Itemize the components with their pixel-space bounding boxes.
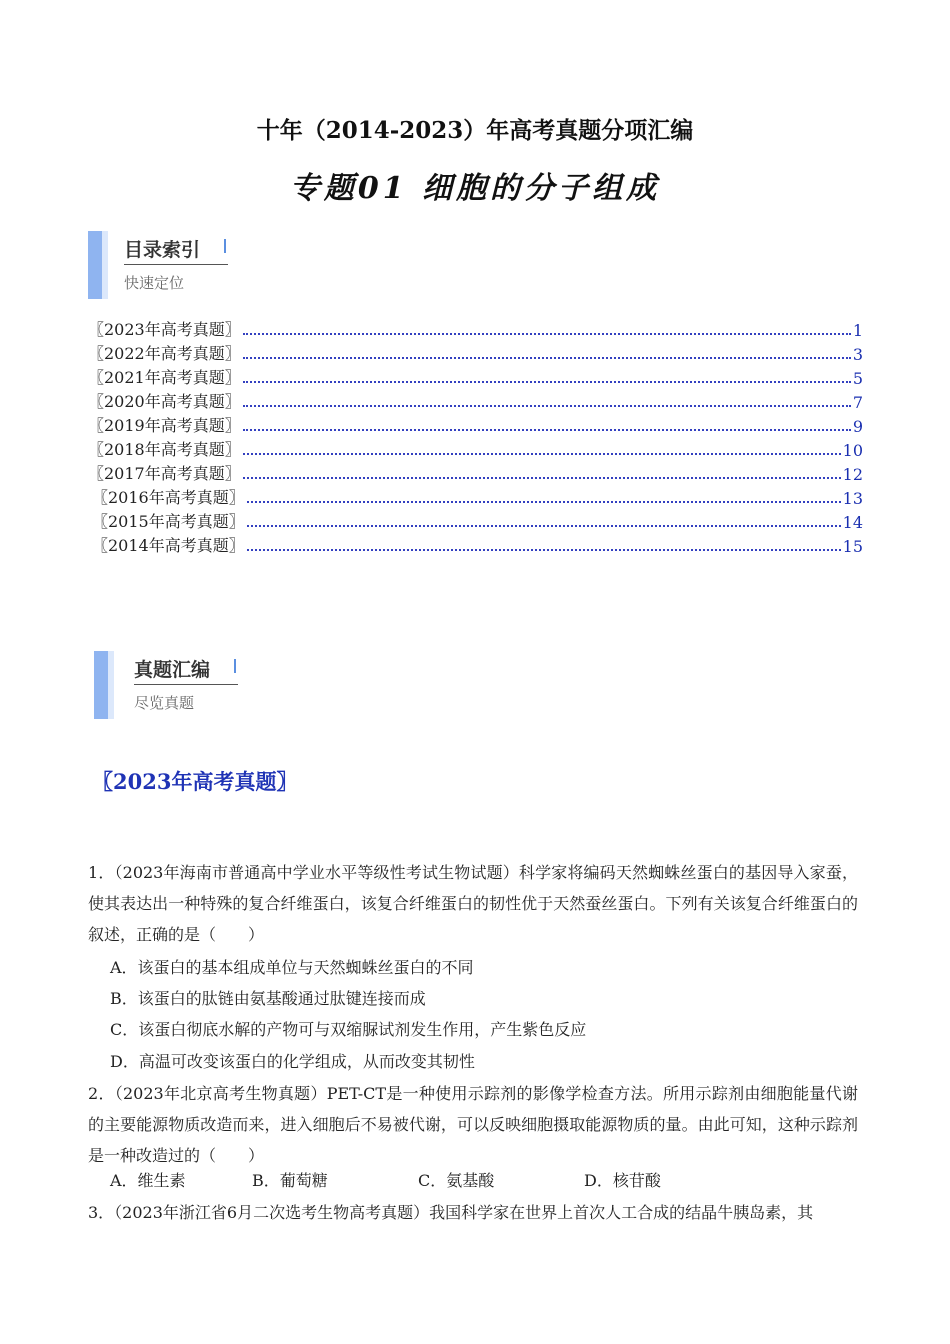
question-1-option-a: A．该蛋白的基本组成单位与天然蜘蛛丝蛋白的不同 (110, 958, 474, 977)
toc-leader-dots (243, 381, 851, 383)
toc-leader-dots (243, 405, 851, 407)
toc-entry[interactable] (88, 412, 863, 436)
toc-entry-label: 〖2014年高考真题〗 (92, 536, 245, 555)
toc-entry-page: 14 (842, 513, 863, 532)
toc-section-title: 目录索引 (124, 239, 201, 261)
toc-entry-page: 1 (852, 321, 863, 340)
toc-entry-label: 〖2023年高考真题〗 (88, 320, 241, 339)
document-subtitle: 专题01 细胞的分子组成 (289, 171, 661, 206)
section-tick (224, 239, 226, 253)
section-bar (88, 231, 102, 299)
toc-leader-dots (243, 477, 841, 479)
question-1-option-b: B．该蛋白的肽链由氨基酸通过肽键连接而成 (110, 989, 426, 1008)
toc-entry-label: 〖2021年高考真题〗 (88, 368, 241, 387)
toc-entry-label: 〖2015年高考真题〗 (92, 512, 245, 531)
toc-entry-label: 〖2018年高考真题〗 (88, 440, 241, 459)
question-1-option-c: C．该蛋白彻底水解的产物可与双缩脲试剂发生作用，产生紫色反应 (110, 1020, 587, 1039)
exam-section-subtitle: 尽览真题 (134, 694, 195, 712)
toc-leader-dots (243, 429, 851, 431)
question-2-option-a: A．维生素 (110, 1171, 186, 1190)
toc-entry-page: 3 (852, 345, 863, 364)
document-title: 十年（2014-2023）年高考真题分项汇编 (256, 117, 694, 144)
section-bar-light (102, 231, 108, 299)
exam-section-header (94, 651, 294, 721)
question-2-options (110, 1165, 810, 1196)
year-heading: 〖2023年高考真题〗 (92, 769, 298, 794)
toc-leader-dots (247, 525, 841, 527)
toc-entry-label: 〖2017年高考真题〗 (88, 464, 241, 483)
toc-entry-page: 9 (852, 417, 863, 436)
toc-leader-dots (247, 501, 841, 503)
toc-leader-dots (243, 453, 841, 455)
toc-entry[interactable] (92, 532, 863, 556)
question-1-stem: 1．（2023年海南市普通高中学业水平等级性考试生物试题）科学家将编码天然蜘蛛丝蛋白的基因导入家蚕，使其表达出一种特殊的复合纤维蛋白，该复合纤维蛋白的韧性优于天然蚕丝蛋白。下列有关该复合纤维蛋白的叙述，正确的是（ ） (88, 863, 858, 944)
toc-entry[interactable] (88, 340, 863, 364)
question-1-option-d: D．高温可改变该蛋白的化学组成，从而改变其韧性 (110, 1052, 475, 1071)
toc-entry-page: 15 (842, 537, 863, 556)
toc-section-header (88, 231, 288, 301)
section-tick (234, 659, 236, 673)
question-3-stem: 3．（2023年浙江省6月二次选考生物高考真题）我国科学家在世界上首次人工合成的结晶牛胰岛素，其 (88, 1203, 814, 1222)
section-divider (124, 264, 228, 265)
toc-entry-label: 〖2020年高考真题〗 (88, 392, 241, 411)
toc-entry[interactable] (92, 484, 863, 508)
toc-entry[interactable] (88, 364, 863, 388)
section-bar (94, 651, 108, 719)
toc-entry[interactable] (92, 508, 863, 532)
toc-leader-dots (243, 357, 851, 359)
question-2-stem: 2．（2023年北京高考生物真题）PET-CT是一种使用示踪剂的影像学检查方法。所用示踪剂由细胞能量代谢的主要能源物质改造而来，进入细胞后不易被代谢，可以反映细胞摄取能源物质的量。由此可知，这种示踪剂是一种改造过的（ ） (88, 1084, 858, 1165)
toc-entry[interactable] (88, 316, 863, 340)
toc-entry-label: 〖2022年高考真题〗 (88, 344, 241, 363)
toc-entry-page: 10 (842, 441, 863, 460)
toc-entry[interactable] (88, 436, 863, 460)
toc-entry[interactable] (88, 460, 863, 484)
section-divider (134, 684, 238, 685)
section-bar-light (108, 651, 114, 719)
question-2-option-b: B．葡萄糖 (252, 1171, 328, 1190)
toc-leader-dots (243, 333, 851, 335)
toc-entry-page: 5 (852, 369, 863, 388)
exam-section-title: 真题汇编 (134, 659, 211, 681)
toc-leader-dots (247, 549, 841, 551)
toc-entry-label: 〖2016年高考真题〗 (92, 488, 245, 507)
toc-entry-page: 13 (842, 489, 863, 508)
toc-entry[interactable] (88, 388, 863, 412)
question-2-option-d: D．核苷酸 (584, 1171, 661, 1190)
toc-section-subtitle: 快速定位 (124, 274, 185, 292)
toc-entry-page: 12 (842, 465, 863, 484)
toc-entry-page: 7 (852, 393, 863, 412)
toc-entry-label: 〖2019年高考真题〗 (88, 416, 241, 435)
question-2-option-c: C．氨基酸 (418, 1171, 495, 1190)
